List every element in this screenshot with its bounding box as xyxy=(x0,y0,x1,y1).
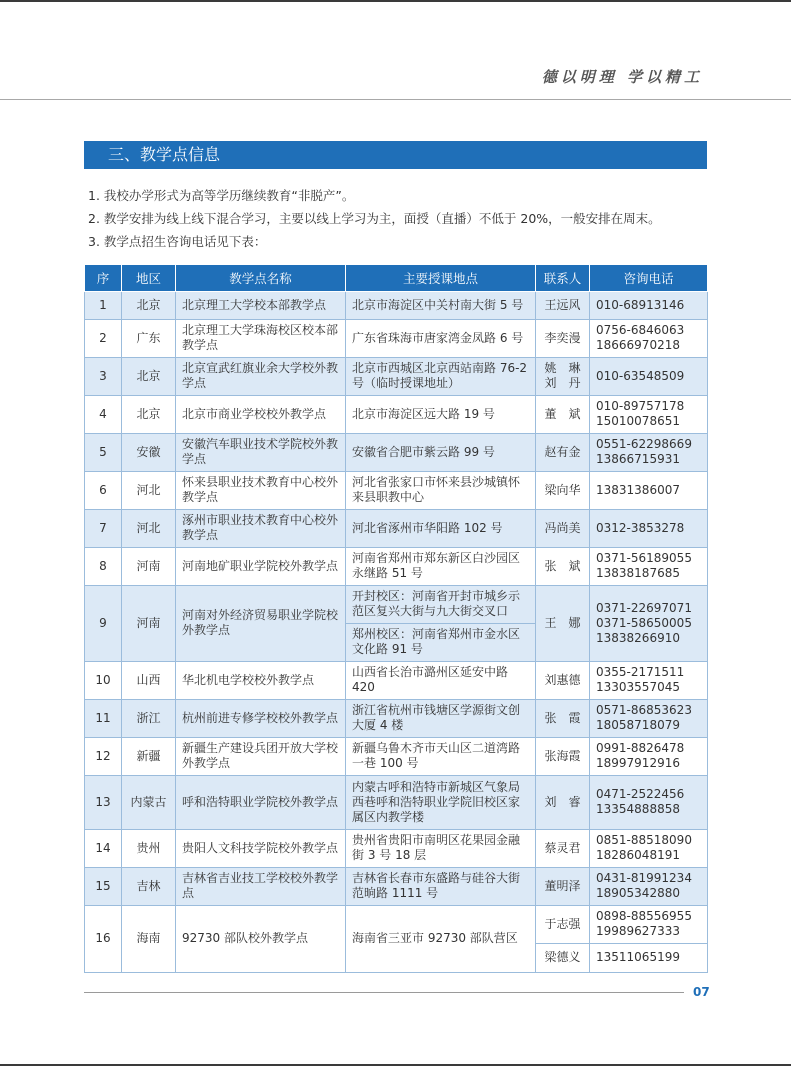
phone-number: 19989627333 xyxy=(596,924,680,938)
header-site-name: 教学点名称 xyxy=(176,265,346,291)
row-site-name: 贵阳人文科技学院校外教学点 xyxy=(176,829,346,867)
row-site-name: 新疆生产建设兵团开放大学校外教学点 xyxy=(176,737,346,775)
header-region: 地区 xyxy=(122,265,176,291)
table-row xyxy=(85,357,708,395)
table-row xyxy=(85,661,708,699)
top-border xyxy=(0,0,791,2)
row-contact: 张 霞 xyxy=(536,699,590,737)
row-no: 12 xyxy=(85,737,122,775)
row-contact: 刘惠德 xyxy=(536,661,590,699)
row-site-name: 吉林省吉业技工学校校外教学点 xyxy=(176,867,346,905)
row-contact: 梁德义 xyxy=(536,943,590,972)
row-no: 8 xyxy=(85,547,122,585)
row-contact: 蔡灵君 xyxy=(536,829,590,867)
row-location: 山西省长治市潞州区延安中路 420 xyxy=(346,661,536,699)
row-no: 1 xyxy=(85,291,122,319)
row-contact xyxy=(536,357,590,395)
row-region: 河北 xyxy=(122,509,176,547)
row-region: 安徽 xyxy=(122,433,176,471)
header-divider xyxy=(0,99,791,100)
table-row xyxy=(85,471,708,509)
row-phone xyxy=(590,471,708,509)
row-contact: 张 斌 xyxy=(536,547,590,585)
row-location: 河南省郑州市郑东新区白沙园区永继路 51 号 xyxy=(346,547,536,585)
row-region: 北京 xyxy=(122,291,176,319)
row-phone xyxy=(590,737,708,775)
table-row xyxy=(85,319,708,357)
row-contact: 李奕漫 xyxy=(536,319,590,357)
table-row xyxy=(85,433,708,471)
phone-number: 010-68913146 xyxy=(596,297,685,312)
row-site-name: 北京市商业学校校外教学点 xyxy=(176,395,346,433)
row-location: 北京市西城区北京西站南路 76-2 号（临时授课地址） xyxy=(346,357,536,395)
row-site-name: 北京理工大学珠海校区校本部教学点 xyxy=(176,319,346,357)
contact-name: 刘 丹 xyxy=(544,376,581,390)
row-phone xyxy=(590,291,708,319)
row-region: 海南 xyxy=(122,905,176,972)
phone-number: 0756-6846063 xyxy=(596,323,685,337)
row-site-name: 河南对外经济贸易职业学院校外教学点 xyxy=(176,585,346,661)
row-no: 15 xyxy=(85,867,122,905)
row-site-name: 安徽汽车职业技术学院校外教学点 xyxy=(176,433,346,471)
row-region: 河南 xyxy=(122,547,176,585)
row-phone xyxy=(590,775,708,829)
row-location: 内蒙古呼和浩特市新城区气象局西巷呼和浩特职业学院旧校区家属区内教学楼 xyxy=(346,775,536,829)
phone-number: 13831386007 xyxy=(596,482,680,497)
header-phone: 咨询电话 xyxy=(590,265,708,291)
row-no: 10 xyxy=(85,661,122,699)
contact-names xyxy=(544,361,580,391)
table-row xyxy=(85,585,708,623)
row-region: 广东 xyxy=(122,319,176,357)
row-no: 5 xyxy=(85,433,122,471)
phone-number: 13838266910 xyxy=(596,630,680,645)
header-location: 主要授课地点 xyxy=(346,265,536,291)
phone-number: 0312-3853278 xyxy=(596,520,685,535)
table-row xyxy=(85,395,708,433)
phone-number: 0431-81991234 xyxy=(596,871,692,885)
phone-number: 0371-22697071 xyxy=(596,600,692,615)
footer-divider xyxy=(84,992,684,993)
bottom-border xyxy=(0,1064,791,1066)
row-location: 吉林省长春市东盛路与硅谷大街范晌路 1111 号 xyxy=(346,867,536,905)
row-phone xyxy=(590,395,708,433)
table-row xyxy=(85,905,708,943)
row-contact: 冯尚美 xyxy=(536,509,590,547)
table-row xyxy=(85,509,708,547)
row-contact: 梁向华 xyxy=(536,471,590,509)
row-location: 海南省三亚市 92730 部队营区 xyxy=(346,905,536,972)
row-no: 14 xyxy=(85,829,122,867)
row-no: 7 xyxy=(85,509,122,547)
row-no: 4 xyxy=(85,395,122,433)
row-phone xyxy=(590,867,708,905)
phone-number: 13866715931 xyxy=(596,452,680,466)
row-site-name: 怀来县职业技术教育中心校外教学点 xyxy=(176,471,346,509)
row-no: 13 xyxy=(85,775,122,829)
row-region: 山西 xyxy=(122,661,176,699)
row-site-name: 杭州前进专修学校校外教学点 xyxy=(176,699,346,737)
row-phone xyxy=(590,319,708,357)
row-location: 北京市海淀区中关村南大街 5 号 xyxy=(346,291,536,319)
row-no: 6 xyxy=(85,471,122,509)
table-row xyxy=(85,867,708,905)
phone-number: 18997912916 xyxy=(596,756,680,770)
table-row xyxy=(85,737,708,775)
row-region: 河北 xyxy=(122,471,176,509)
row-contact: 王 娜 xyxy=(536,585,590,661)
row-contact: 王远风 xyxy=(536,291,590,319)
row-location: 河北省涿州市华阳路 102 号 xyxy=(346,509,536,547)
table-row xyxy=(85,547,708,585)
row-phone xyxy=(590,547,708,585)
phone-number: 0571-86853623 xyxy=(596,703,692,717)
row-contact: 董明泽 xyxy=(536,867,590,905)
table-row xyxy=(85,829,708,867)
phone-number: 0851-88518090 xyxy=(596,833,692,847)
row-contact: 张海霞 xyxy=(536,737,590,775)
phone-number: 13354888858 xyxy=(596,802,680,816)
phone-number: 0371-56189055 xyxy=(596,551,692,565)
row-site-name: 涿州市职业技术教育中心校外教学点 xyxy=(176,509,346,547)
phone-number: 13511065199 xyxy=(596,950,680,964)
header-motto: 德以明理 学以精工 xyxy=(541,68,703,86)
row-contact: 赵有金 xyxy=(536,433,590,471)
row-location: 新疆乌鲁木齐市天山区二道湾路一巷 100 号 xyxy=(346,737,536,775)
row-location: 河北省张家口市怀来县沙城镇怀来县职教中心 xyxy=(346,471,536,509)
row-phone xyxy=(590,509,708,547)
phone-number: 0355-2171511 xyxy=(596,665,685,679)
row-no: 2 xyxy=(85,319,122,357)
row-location: 浙江省杭州市钱塘区学源街文创大厦 4 楼 xyxy=(346,699,536,737)
phone-number: 18286048191 xyxy=(596,848,680,862)
teaching-sites-table xyxy=(84,265,708,973)
row-site-name: 92730 部队校外教学点 xyxy=(176,905,346,972)
row-phone xyxy=(590,357,708,395)
intro-item: 3. 教学点招生咨询电话见下表： xyxy=(88,234,267,249)
phone-number: 0371-58650005 xyxy=(596,615,692,630)
row-location: 郑州校区：河南省郑州市金水区文化路 91 号 xyxy=(346,623,536,661)
row-site-name: 华北机电学校校外教学点 xyxy=(176,661,346,699)
row-site-name: 北京宣武红旗业余大学校外教学点 xyxy=(176,357,346,395)
page-number: 07 xyxy=(693,985,710,999)
row-location: 北京市海淀区远大路 19 号 xyxy=(346,395,536,433)
row-no: 3 xyxy=(85,357,122,395)
phone-number: 0471-2522456 xyxy=(596,787,685,801)
intro-item: 2. 教学安排为线上线下混合学习，主要以线上学习为主，面授（直播）不低于 20%，一般安排在周末。 xyxy=(88,211,661,226)
intro-list xyxy=(88,184,708,253)
row-location: 安徽省合肥市紫云路 99 号 xyxy=(346,433,536,471)
row-location: 贵州省贵阳市南明区花果园金融街 3 号 18 层 xyxy=(346,829,536,867)
row-region: 北京 xyxy=(122,357,176,395)
row-region: 内蒙古 xyxy=(122,775,176,829)
row-region: 浙江 xyxy=(122,699,176,737)
row-phone xyxy=(590,699,708,737)
phone-number: 0551-62298669 xyxy=(596,437,692,451)
table-row xyxy=(85,775,708,829)
row-region: 河南 xyxy=(122,585,176,661)
table-row xyxy=(85,291,708,319)
row-site-name: 呼和浩特职业学院校外教学点 xyxy=(176,775,346,829)
header-no: 序 xyxy=(85,265,122,291)
row-contact: 于志强 xyxy=(536,905,590,943)
row-region: 贵州 xyxy=(122,829,176,867)
phone-number: 15010078651 xyxy=(596,414,680,428)
phone-number: 010-63548509 xyxy=(596,368,685,383)
contact-name: 姚 琳 xyxy=(544,361,581,375)
row-phone xyxy=(590,433,708,471)
header-contact: 联系人 xyxy=(536,265,590,291)
row-contact: 董 斌 xyxy=(536,395,590,433)
row-site-name: 河南地矿职业学院校外教学点 xyxy=(176,547,346,585)
table-row xyxy=(85,699,708,737)
row-region: 新疆 xyxy=(122,737,176,775)
phone-number: 0898-88556955 xyxy=(596,909,692,923)
row-phone xyxy=(590,905,708,943)
phone-number: 0991-8826478 xyxy=(596,741,685,755)
phone-number: 18058718079 xyxy=(596,718,680,732)
row-site-name: 北京理工大学校本部教学点 xyxy=(176,291,346,319)
row-region: 北京 xyxy=(122,395,176,433)
row-phone xyxy=(590,585,708,661)
phone-number: 13838187685 xyxy=(596,566,680,580)
row-no: 16 xyxy=(85,905,122,972)
phone-number: 010-89757178 xyxy=(596,399,685,413)
row-location: 广东省珠海市唐家湾金凤路 6 号 xyxy=(346,319,536,357)
row-phone xyxy=(590,943,708,972)
row-region: 吉林 xyxy=(122,867,176,905)
phone-number: 18666970218 xyxy=(596,338,680,352)
row-contact: 刘 睿 xyxy=(536,775,590,829)
row-no: 9 xyxy=(85,585,122,661)
intro-item: 1. 我校办学形式为高等学历继续教育“非脱产”。 xyxy=(88,188,355,203)
table-header-row xyxy=(85,265,708,291)
row-no: 11 xyxy=(85,699,122,737)
section-title: 三、教学点信息 xyxy=(84,141,707,169)
row-phone xyxy=(590,661,708,699)
phone-number: 13303557045 xyxy=(596,680,680,694)
row-location: 开封校区：河南省开封市城乡示范区复兴大街与九大街交叉口 xyxy=(346,585,536,623)
phone-number: 18905342880 xyxy=(596,886,680,900)
row-phone xyxy=(590,829,708,867)
